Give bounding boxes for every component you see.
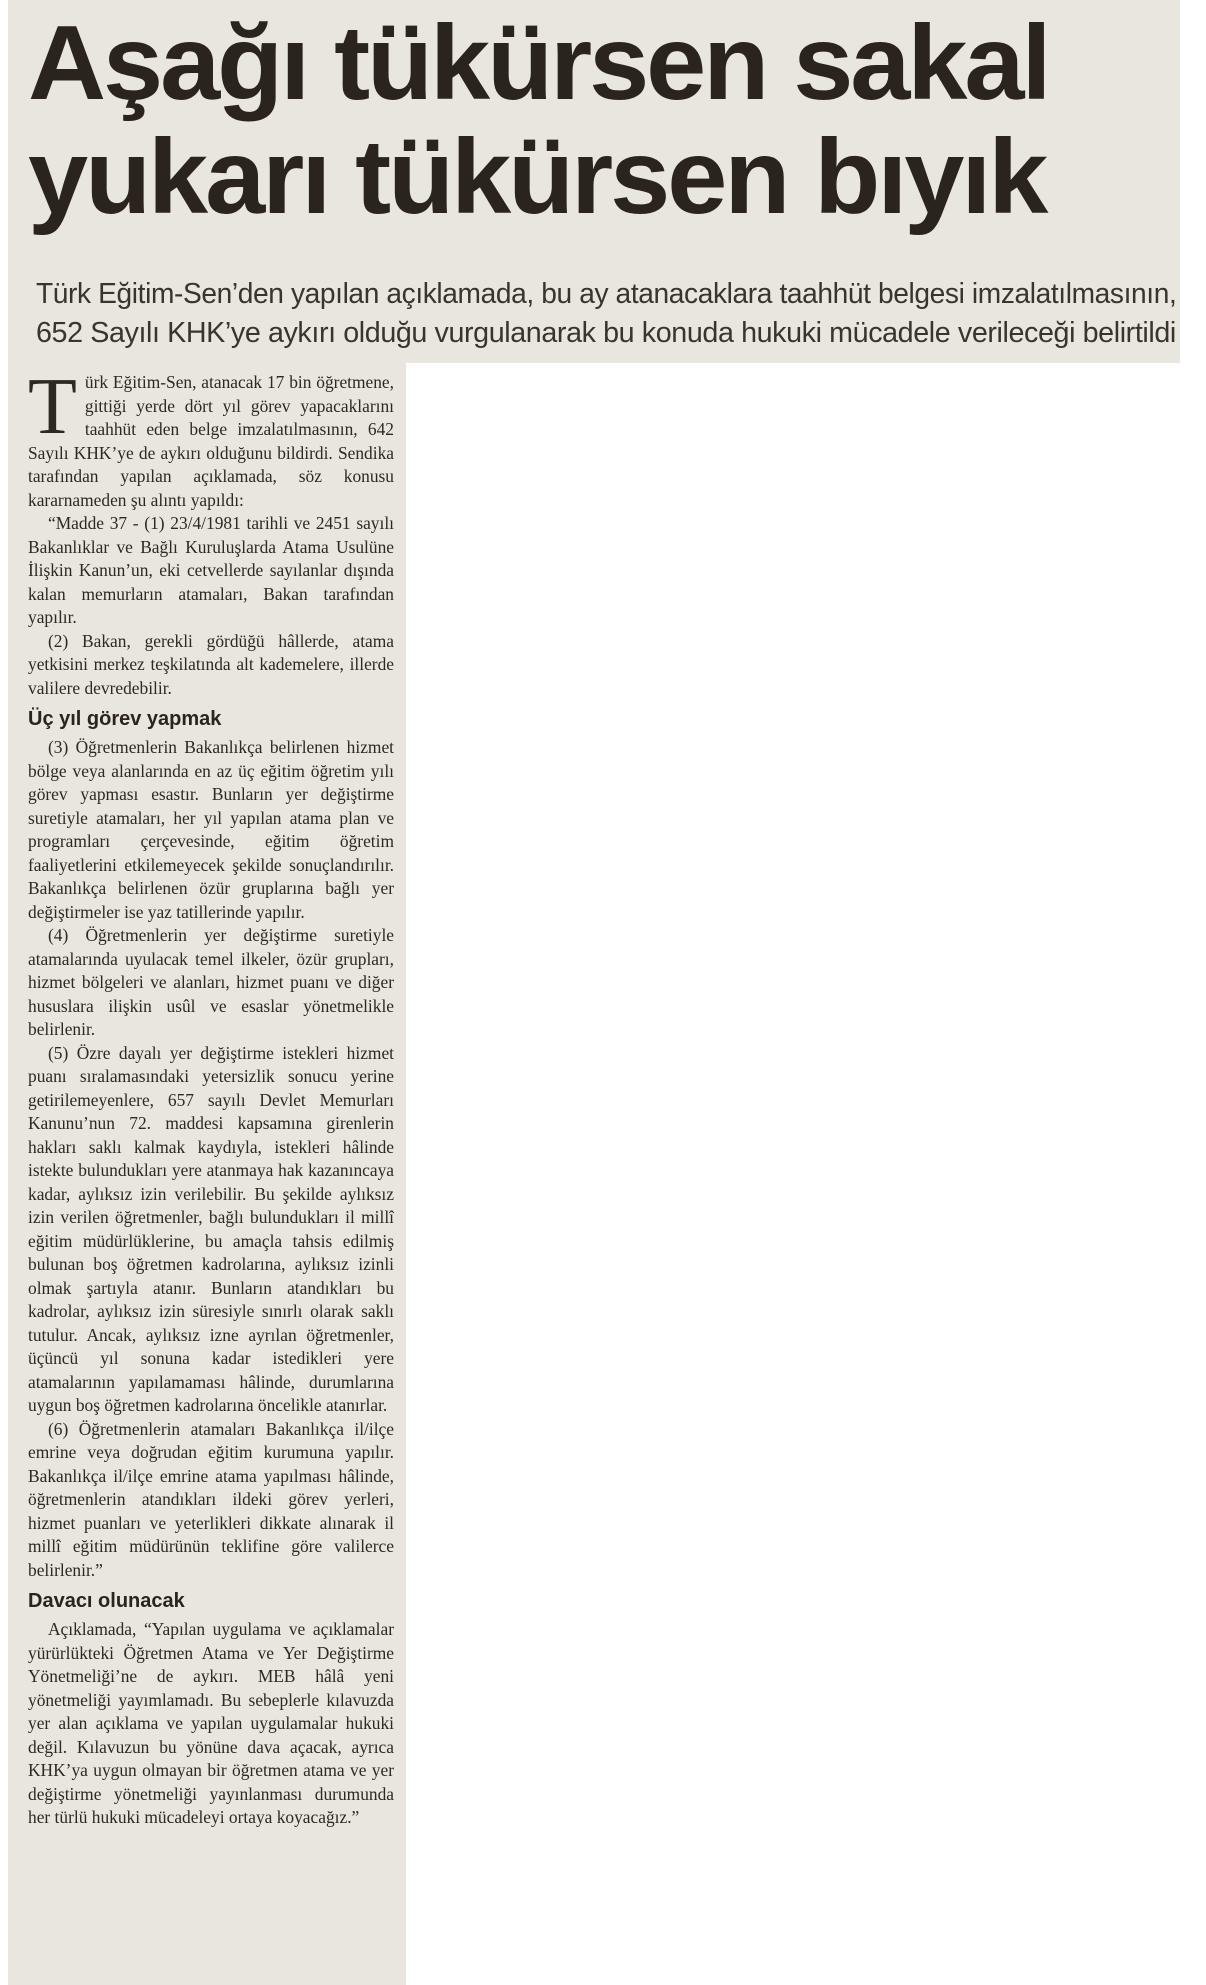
paragraph-4: (3) Öğretmenlerin Bakanlıkça belirlenen hizmet bölge veya alanlarında en az üç eğitim öğretim yılı görev yapması esastır. Bunların yer değiştirme suretiyle atamaları, her yıl yapılan atama plan ve programları çerçevesinde, eğitim öğretim faaliyetlerini etkilemeyecek şekilde sonuçlandırılır. Bakanlıkça belirlenen özür gruplarına bağlı yer değiştirmeler ise yaz tatillerinde yapılır.: [28, 737, 394, 922]
subheading-1: Üç yıl görev yapmak: [28, 708, 222, 730]
paragraph-6: (5) Özre dayalı yer değiştirme istekleri hizmet puanı sıralamasındaki yetersizlik sonucu yerine getirilemeyenlere, 657 sayılı Devlet Memurları Kanunu’nun 72. maddesi kapsamına girenlerin hakları saklı kalmak kaydıyla, istekleri hâlinde istekte bulundukları yere atanmaya hak kazanıncaya kadar, aylıksız izin verilebilir. Bu şekilde aylıksız izin verilen öğretmenler, bağlı bulundukları il millî eğitim müdürlüklerine, bu amaçla tahsis edilmiş bulunan boş öğretmen kadrolarına, aylıksız izinli olmak şartıyla atanır. Bunların atandıkları bu kadrolar, aylıksız izin süresiyle sınırlı olarak saklı tutulur. Ancak, aylıksız izne ayrılan öğretmenler, üçüncü yıl sonuna kadar istedikleri yere atamalarının yapılamaması hâlinde, durumlarına uygun boş öğretmen kadrolarına öncelikle atanırlar.: [28, 1042, 394, 1415]
paragraph-1-text: ürk Eğitim-Sen, atanacak 17 bin öğretmene, gittiği yerde dört yıl görev yapacaklarını taahhüt eden belge imzalatılmasının, 642 Sayılı KHK’ye de aykırı olduğunu bildirdi. Sendika tarafından yapılan açıklamada, söz konusu kararnameden şu alıntı yapıldı:: [28, 372, 394, 510]
headline-line-1: Aşağı tükürsen sakal: [28, 4, 1049, 122]
paragraph-1: [28, 363, 394, 512]
deck-line-2: 652 Sayılı KHK’ye aykırı olduğu vurgulanarak bu konuda hukuki mücadele verileceği belirtildi: [36, 317, 1176, 349]
body-text: [28, 363, 394, 1830]
subheading-2: Davacı olunacak: [28, 1590, 185, 1612]
deck-line-1: Türk Eğitim-Sen’den yapılan açıklamada, bu ay atanacaklara taahhüt belgesi imzalatılmasının,: [36, 278, 1177, 310]
paragraph-5: (4) Öğretmenlerin yer değiştirme suretiyle atamalarında uyulacak temel ilkeler, özür grupları, hizmet bölgeleri ve alanları, hizmet puanı ve diğer hususlara ilişkin usûl ve esaslar yönetmelikle belirlenir.: [28, 925, 394, 1039]
paragraph-2: “Madde 37 - (1) 23/4/1981 tarihli ve 2451 sayılı Bakanlıklar ve Bağlı Kuruluşlarda Atama Usulüne İlişkin Kanun’un, eki cetvellerde sayılanlar dışında kalan memurların atamaları, Bakan tarafından yapılır.: [28, 513, 394, 627]
headline-line-2: yukarı tükürsen bıyık: [28, 118, 1046, 236]
body-column: [8, 363, 406, 1985]
paragraph-8: Açıklamada, “Yapılan uygulama ve açıklamalar yürürlükteki Öğretmen Atama ve Yer Değiştirme Yönetmeliği’ne de aykırı. MEB hâlâ yeni yönetmeliği yayımlamadı. Bu sebeplerle kılavuzda yer alan açıklama ve yapılan uygulamalar hukuki değil. Kılavuzun bu yönüne dava açacak, ayrıca KHK’ya uygun olmayan bir öğretmen atama ve yer değiştirme yönetmeliği yayınlanması durumunda her türlü hukuki mücadeleyi ortaya koyacağız.”: [28, 1619, 394, 1827]
drop-cap: T: [28, 363, 77, 451]
paragraph-7: (6) Öğretmenlerin atamaları Bakanlıkça il/ilçe emrine veya doğrudan eğitim kurumuna yapılır. Bakanlıkça il/ilçe emrine atama yapılması hâlinde, öğretmenlerin atandıkları ildeki görev yerleri, hizmet puanları ve yeterlikleri dikkate alınarak il millî eğitim müdürünün teklifine göre valilerce belirlenir.”: [28, 1418, 394, 1580]
headline-block: [8, 0, 1180, 363]
paragraph-3: (2) Bakan, gerekli gördüğü hâllerde, atama yetkisini merkez teşkilatında alt kademelere, illerde valilere devredebilir.: [28, 630, 394, 698]
deck: [36, 275, 1182, 353]
headline: [28, 6, 1201, 234]
